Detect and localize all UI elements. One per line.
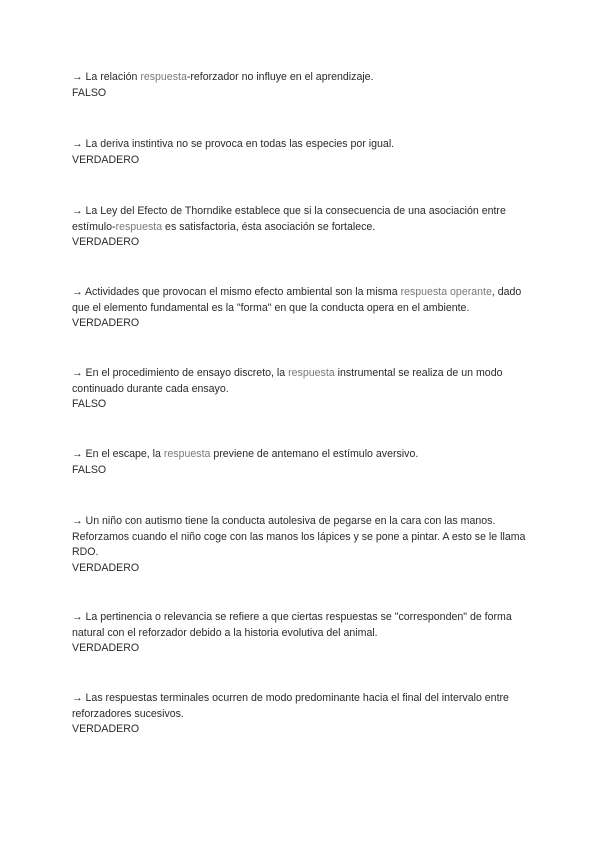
answer-label: FALSO — [72, 463, 107, 476]
statement-text: → La relación — [72, 71, 141, 83]
question-item — [72, 70, 532, 101]
statement-text: previene de antemano el estímulo aversivo. — [210, 448, 419, 460]
highlighted-term: respuesta operante — [400, 286, 492, 298]
statement-text: → La pertinencia o relevancia se refiere a que ciertas respuestas se "corresponden" de forma natural con el reforzador debido a la historia evolutiva del animal. — [72, 611, 512, 639]
answer-label: VERDADERO — [72, 236, 140, 248]
statement — [72, 204, 532, 235]
statement — [72, 610, 532, 641]
statement — [72, 514, 532, 561]
highlighted-term: respuesta — [163, 448, 211, 460]
statement — [72, 366, 532, 397]
question-item — [72, 366, 532, 413]
statement-text: → Un niño con autismo tiene la conducta autolesiva de pegarse en la cara con las manos. Reforzamos cuando el niño coge con las manos los lápices y se pone a pintar. A esto se le llama RDO. — [72, 515, 526, 558]
statement-text: es satisfactoria, ésta asociación se fortalece. — [162, 220, 376, 233]
question-item — [72, 514, 532, 576]
statement-text: → La Ley del Efecto de Thorndike establece que si la consecuencia de una asociación entre estímulo- — [72, 205, 506, 233]
statement — [72, 691, 532, 722]
statement-text: instrumental se realiza de un modo continuado durante cada ensayo. — [72, 367, 503, 395]
highlighted-term: respuesta — [288, 367, 335, 379]
question-item — [72, 691, 532, 738]
question-item — [72, 610, 532, 657]
question-item — [72, 137, 532, 168]
highlighted-term: respuesta — [115, 220, 163, 233]
statement-text: -reforzador no influye en el aprendizaje. — [186, 71, 374, 83]
statement-text: → En el procedimiento de ensayo discreto, la — [72, 367, 289, 379]
statement-text: → En el escape, la — [72, 448, 164, 460]
question-item — [72, 204, 532, 251]
statement-text: → Las respuestas terminales ocurren de modo predominante hacia el final del intervalo entre reforzadores sucesivos. — [72, 692, 509, 720]
answer-label: VERDADERO — [72, 317, 140, 329]
statement-text: → La deriva instintiva no se provoca en todas las especies por igual. — [72, 138, 395, 150]
answer-label: VERDADERO — [72, 642, 140, 654]
answer-label: VERDADERO — [72, 723, 140, 735]
statement — [72, 285, 532, 316]
statement — [72, 137, 532, 153]
answer-label: FALSO — [72, 398, 107, 410]
statement-text: → Actividades que provocan el mismo efecto ambiental son la misma — [72, 286, 401, 298]
statement — [72, 70, 532, 86]
answer-label: VERDADERO — [72, 153, 140, 166]
statement — [72, 447, 532, 463]
question-item — [72, 447, 532, 478]
answer-label: FALSO — [72, 86, 107, 99]
statement-text: , dado que el elemento fundamental es la "forma" en que la conducta opera en el ambiente. — [72, 286, 522, 314]
answer-label: VERDADERO — [72, 561, 140, 574]
highlighted-term: respuesta — [140, 71, 187, 83]
question-item — [72, 285, 532, 332]
